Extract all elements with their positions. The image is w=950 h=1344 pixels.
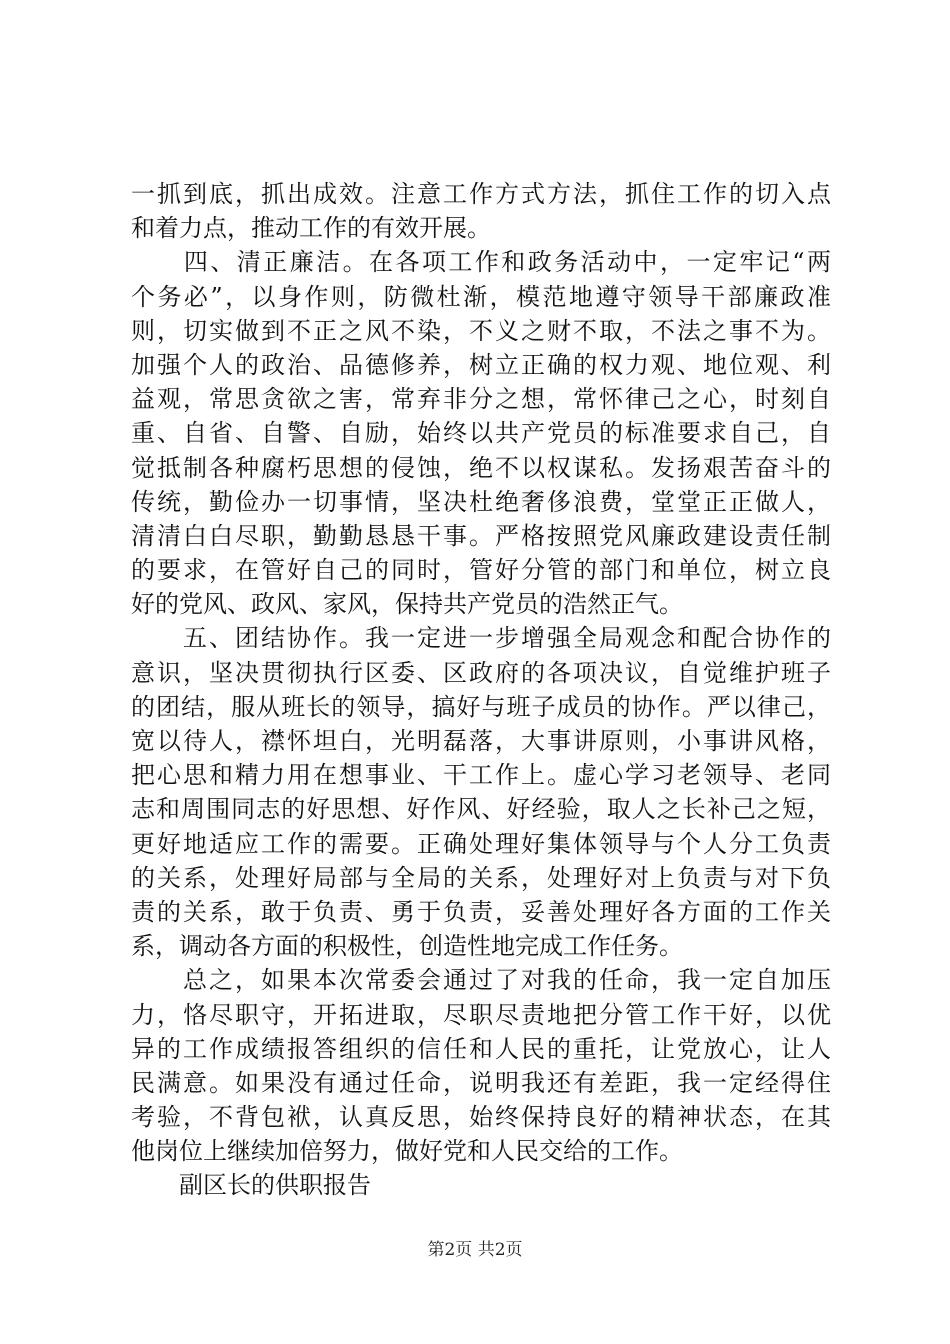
text-line: 重、自省、自警、自励，始终以共产党员的标准要求自己，自 (131, 419, 831, 448)
page-footer: 第2页 共2页 (427, 1240, 523, 1260)
text-line: 加强个人的政治、品德修养，树立正确的权力观、地位观、利 (131, 350, 831, 379)
text-line: 个务必”，以身作则，防微杜渐，模范地遵守领导干部廉政准 (131, 282, 831, 311)
text-line: 把心思和精力用在想事业、干工作上。虚心学习老领导、老同 (131, 761, 831, 790)
text-line: 民满意。如果没有通过任命，说明我还有差距，我一定经得住 (131, 1068, 831, 1097)
text-line: 志和周围同志的好思想、好作风、好经验，取人之长补己之短， (131, 795, 831, 824)
text-line: 一抓到底，抓出成效。注意工作方式方法，抓住工作的切入点 (131, 180, 831, 208)
text-line: 异的工作成绩报答组织的信任和人民的重托，让党放心，让人 (131, 1034, 831, 1063)
text-line: 总之，如果本次常委会通过了对我的任命，我一定自加压 (131, 966, 831, 995)
text-line: 则，切实做到不正之风不染，不义之财不取，不法之事不为。 (131, 316, 831, 345)
text-line: 好的党风、政风、家风，保持共产党员的浩然正气。 (131, 590, 683, 619)
text-line: 更好地适应工作的需要。正确处理好集体领导与个人分工负责 (131, 829, 831, 858)
text-line: 的团结，服从班长的领导，搞好与班子成员的协作。严以律己， (131, 692, 831, 721)
text-line: 副区长的供职报告 (131, 1171, 371, 1200)
text-line: 和着力点，推动工作的有效开展。 (131, 214, 491, 243)
text-line: 系，调动各方面的积极性，创造性地完成工作任务。 (131, 932, 683, 961)
text-line: 五、团结协作。我一定进一步增强全局观念和配合协作的 (131, 624, 831, 653)
text-line: 意识，坚决贯彻执行区委、区政府的各项决议，自觉维护班子 (131, 658, 831, 687)
text-line: 四、清正廉洁。在各项工作和政务活动中，一定牢记“两 (131, 248, 831, 277)
text-line: 觉抵制各种腐朽思想的侵蚀，绝不以权谋私。发扬艰苦奋斗的 (131, 453, 831, 482)
text-line: 益观，常思贪欲之害，常弃非分之想，常怀律己之心，时刻自 (131, 385, 831, 414)
text-line: 的关系，处理好局部与全局的关系，处理好对上负责与对下负 (131, 863, 831, 892)
document-body (131, 177, 831, 1203)
text-line: 考验，不背包袱，认真反思，始终保持良好的精神状态，在其 (131, 1103, 831, 1132)
text-line: 他岗位上继续加倍努力，做好党和人民交给的工作。 (131, 1137, 683, 1166)
text-line: 清清白白尽职，勤勤恳恳干事。严格按照党风廉政建设责任制 (131, 521, 831, 550)
text-line: 传统，勤俭办一切事情，坚决杜绝奢侈浪费，堂堂正正做人， (131, 487, 831, 516)
text-line: 的要求，在管好自己的同时，管好分管的部门和单位，树立良 (131, 556, 831, 585)
text-line: 责的关系，敢于负责、勇于负责，妥善处理好各方面的工作关 (131, 897, 831, 926)
text-line: 宽以待人，襟怀坦白，光明磊落，大事讲原则，小事讲风格， (131, 727, 831, 755)
text-line: 力，恪尽职守，开拓进取，尽职尽责地把分管工作干好，以优 (131, 1000, 831, 1029)
